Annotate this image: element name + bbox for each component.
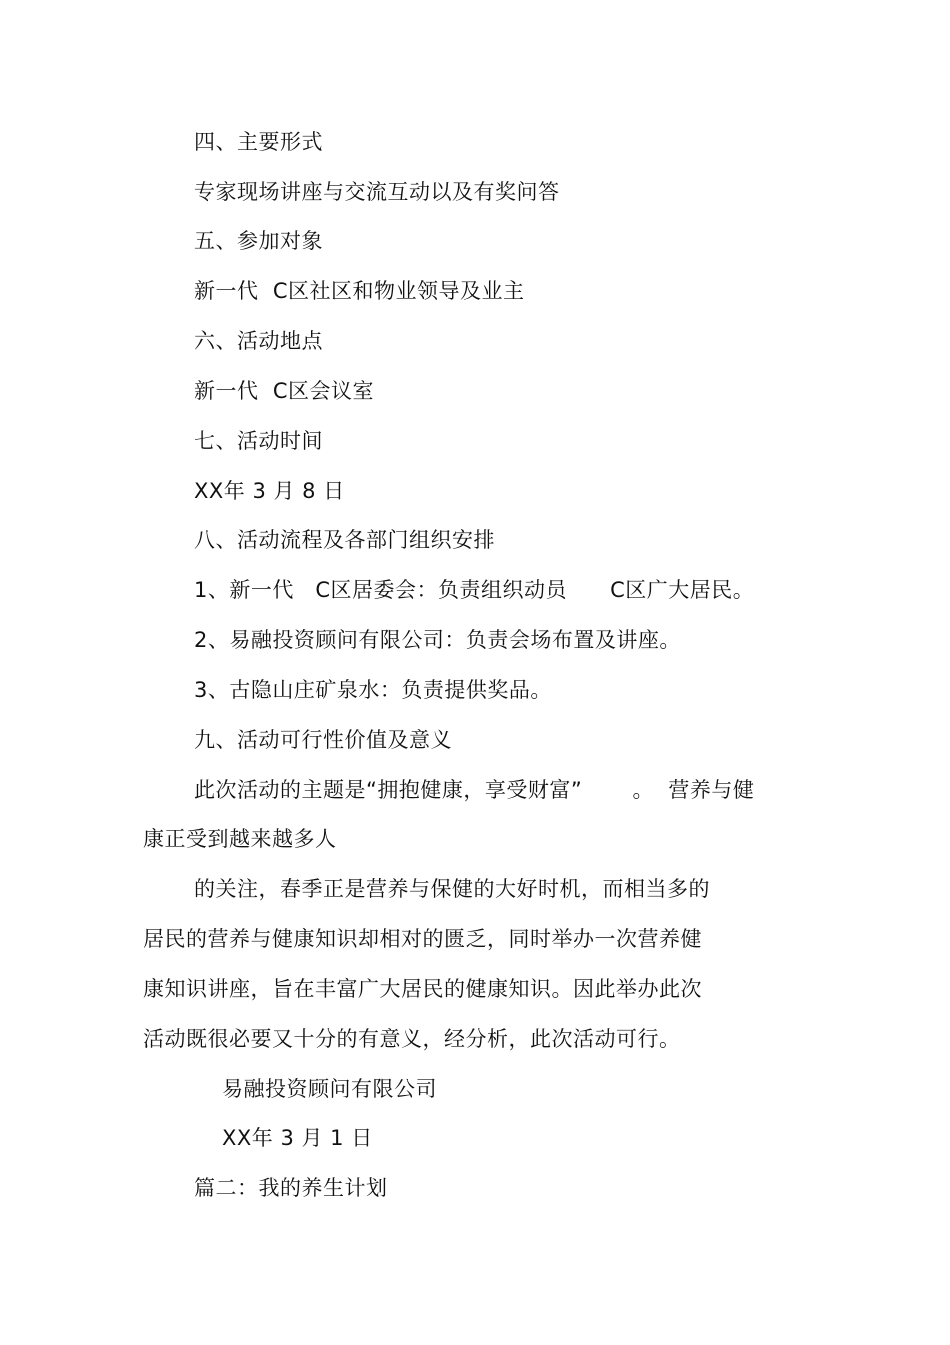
list-item-process-3: 3、古隐山庄矿泉水：负责提供奖品。 bbox=[194, 678, 552, 702]
paragraph-feasibility-line-6: 活动既很必要又十分的有意义，经分析，此次活动可行。 bbox=[143, 1027, 681, 1051]
paragraph-feasibility-line-3: 的关注，春季正是营养与保健的大好时机，而相当多的 bbox=[194, 877, 710, 901]
section-heading-participants: 五、参加对象 bbox=[194, 229, 323, 253]
paragraph-feasibility-line-1: 此次活动的主题是“拥抱健康，享受财富” 。 营养与健 bbox=[194, 778, 755, 802]
paragraph-feasibility-line-4: 居民的营养与健康知识却相对的匮乏，同时举办一次营养健 bbox=[143, 927, 702, 951]
signature-date: XX年 3 月 1 日 bbox=[222, 1126, 373, 1150]
section-heading-venue: 六、活动地点 bbox=[194, 329, 323, 353]
paragraph-venue: 新一代 C区会议室 bbox=[194, 379, 375, 403]
paragraph-time: XX年 3 月 8 日 bbox=[194, 479, 345, 503]
paragraph-main-form: 专家现场讲座与交流互动以及有奖问答 bbox=[194, 180, 560, 204]
signature-company: 易融投资顾问有限公司 bbox=[222, 1077, 437, 1101]
section-heading-time: 七、活动时间 bbox=[194, 429, 323, 453]
section-heading-part-two: 篇二：我的养生计划 bbox=[194, 1176, 388, 1200]
paragraph-feasibility-line-2: 康正受到越来越多人 bbox=[143, 827, 337, 851]
section-heading-main-form: 四、主要形式 bbox=[194, 130, 323, 154]
paragraph-participants: 新一代 C区社区和物业领导及业主 bbox=[194, 279, 525, 303]
section-heading-process: 八、活动流程及各部门组织安排 bbox=[194, 528, 495, 552]
paragraph-feasibility-line-5: 康知识讲座，旨在丰富广大居民的健康知识。因此举办此次 bbox=[143, 977, 702, 1001]
section-heading-feasibility: 九、活动可行性价值及意义 bbox=[194, 728, 452, 752]
list-item-process-1: 1、新一代 C区居委会：负责组织动员 C区广大居民。 bbox=[194, 578, 755, 602]
list-item-process-2: 2、易融投资顾问有限公司：负责会场布置及讲座。 bbox=[194, 628, 681, 652]
